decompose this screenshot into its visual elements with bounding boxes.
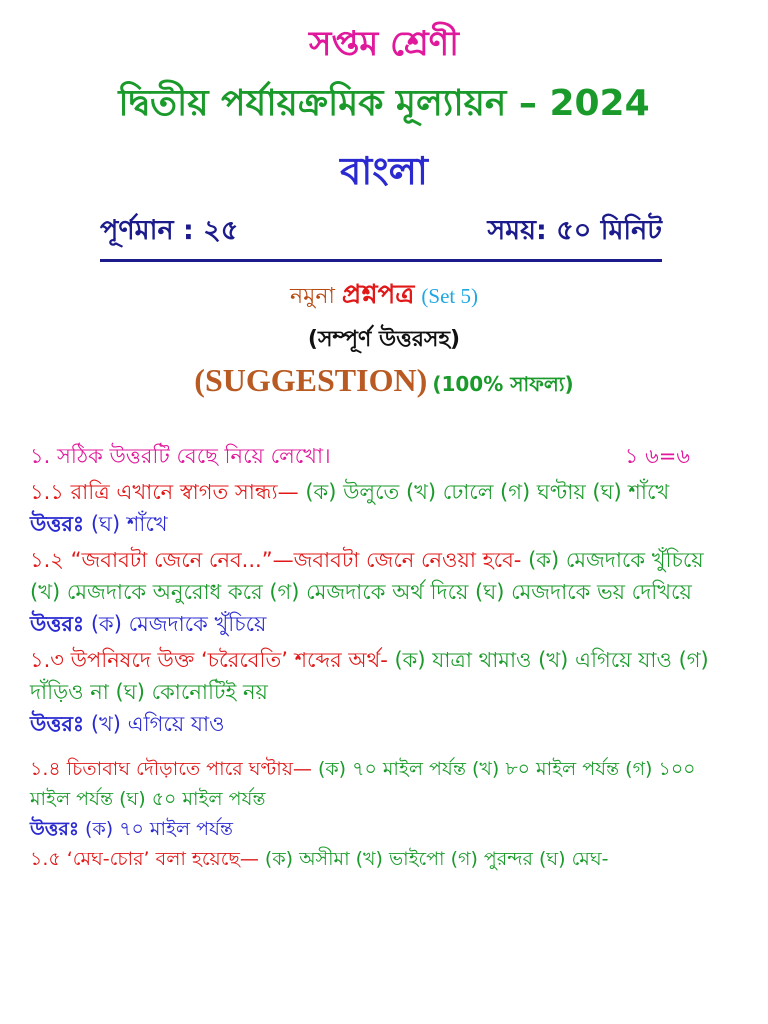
question-item [30,754,740,814]
section-heading [30,440,740,472]
answer-line [30,814,740,844]
question-stem: ১.১ রাত্রি এখানে স্বাগত সান্ধ্য— [30,480,299,504]
exam-title: দ্বিতীয় পর্যায়ক্রমিক মূল্যায়ন – 2024 [118,83,650,124]
question-stem: ১.৪ চিতাবাঘ দৌড়াতে পারে ঘণ্টায়— [30,758,312,780]
answer-label: উত্তরঃ [30,612,85,636]
full-marks: পূর্ণমান : ২৫ [100,215,239,246]
answer-label: উত্তরঃ [30,712,85,736]
question-item [30,476,740,508]
question-section [30,440,740,874]
question-options: (ক) ৭০ মাইল পর্যন্ত (খ) ৮০ মাইল পর্যন্ত (গ) ১০০ মাইল পর্যন্ত (ঘ) ৫০ মাইল পর্যন্ত [30,758,696,810]
answer-line [30,708,740,740]
marks-time-row [100,210,662,262]
question-item [30,544,740,608]
suggestion-label: (SUGGESTION) [194,362,428,398]
question-options: (ক) অসীমা (খ) ভাইপো (গ) পুরন্দর (ঘ) মেঘ- [264,848,609,870]
exam-time: সময়: ৫০ মিনিট [487,215,662,246]
sample-paper-line [0,274,768,318]
grade-title: সপ্তম শ্রেণী [309,24,459,64]
answer-text: (খ) এগিয়ে যাও [90,712,225,736]
section-marks: ১ ৬=৬ [624,444,690,468]
suggestion-line [0,362,768,403]
answer-label: উত্তরঃ [30,512,85,536]
sample-prefix: নমুনা [290,284,335,309]
sample-word: প্রশ্নপত্র [341,280,415,310]
question-options: (ক) মেজদাকে খুঁচিয়ে (খ) মেজদাকে অনুরোধ করে (গ) মেজদাকে অর্থ দিয়ে (ঘ) মেজদাকে ভয় দেখিয়ে [30,548,704,604]
section-title: ১. সঠিক উত্তরটি বেছে নিয়ে লেখো। [30,444,331,468]
answer-text: (ঘ) শাঁখে [90,512,168,536]
question-options: (ক) উলুতে (খ) ঢোলে (গ) ঘণ্টায় (ঘ) শাঁখে [305,480,670,504]
answer-line [30,608,740,640]
question-item [30,844,740,874]
answer-line [30,508,740,540]
question-options: (ক) যাত্রা থামাও (খ) এগিয়ে যাও (গ) দাঁড়িও না (ঘ) কোনোটিই নয় [30,648,709,704]
set-label: (Set 5) [421,284,478,308]
answer-label: উত্তরঃ [30,818,79,840]
success-label: (100% সাফল্য) [432,372,574,396]
question-item [30,644,740,708]
answer-text: (ক) ৭০ মাইল পর্যন্ত [85,818,234,840]
question-stem: ১.৫ ‘মেঘ-চোর’ বলা হয়েছে— [30,848,259,870]
question-stem: ১.২ “জবাবটা জেনে নেব...”—জবাবটা জেনে নেওয়া হবে- [30,548,522,572]
question-stem: ১.৩ উপনিষদে উক্ত ‘চরৈবেতি’ শব্দের অর্থ- [30,648,388,672]
answer-text: (ক) মেজদাকে খুঁচিয়ে [90,612,267,636]
subject-title: বাংলা [340,149,428,193]
with-answers-note: (সম্পূর্ণ উত্তরসহ) [307,327,461,352]
